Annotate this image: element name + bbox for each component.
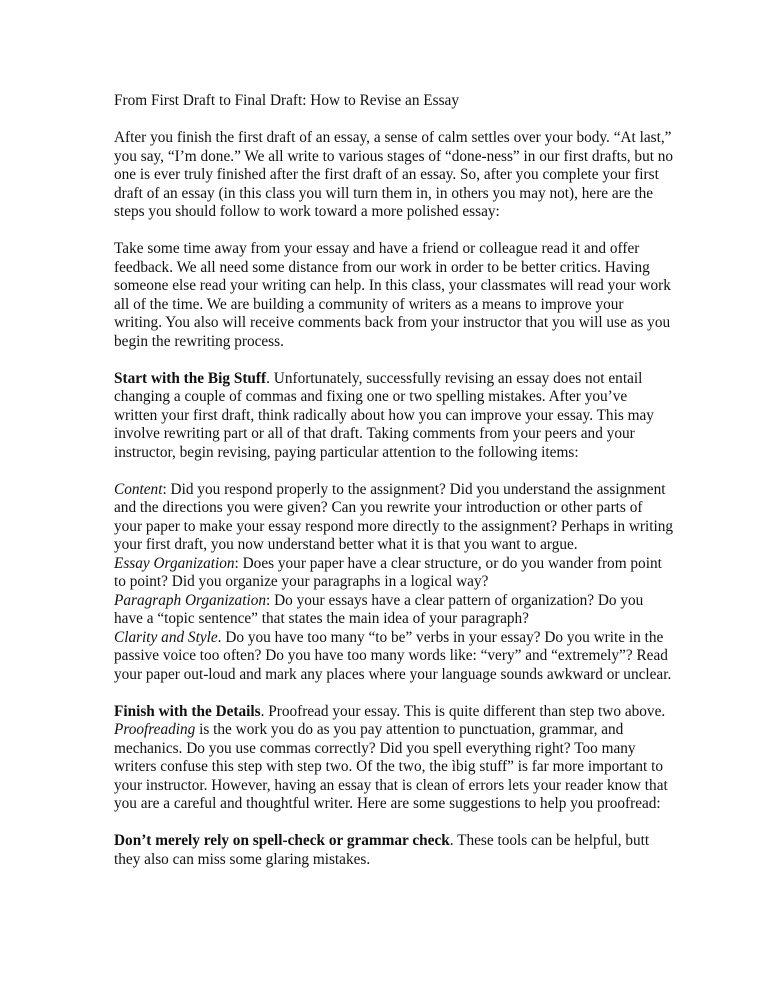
clarity-style-term: Clarity and Style	[114, 628, 218, 646]
spellcheck-paragraph	[114, 832, 674, 869]
spacer	[114, 684, 674, 703]
spacer	[114, 462, 674, 481]
essay-organization-item	[114, 555, 674, 592]
spacer	[114, 222, 674, 241]
details-text-before: . Proofread your essay. This is quite different than step two above.	[260, 702, 666, 720]
clarity-style-text: . Do you have too many “to be” verbs in your essay? Do you write in the passive voice too often? Do you have too many words like: “very” and “extremely”? Read your paper out-loud and mark any places where your language sounds awkward or unclear.	[114, 628, 672, 683]
content-text: : Did you respond properly to the assignment? Did you understand the assignment and the directions you were given? Can you rewrite your introduction or other parts of your paper to make your essay respond more directly to the assignment? Perhaps in writing your first draft, you now understand better what it is that you want to argue.	[114, 480, 674, 553]
clarity-style-item	[114, 629, 674, 685]
essay-organization-text: : Does your paper have a clear structure, or do you wander from point to point? Did you organize your paragraphs in a logical way?	[114, 554, 662, 590]
details-text-after: is the work you do as you pay attention to punctuation, grammar, and mechanics. Do you use commas correctly? Did you spell everything right? Too many writers confuse this step with step two. Of the two, the ìbig stuff” is far more important to your instructor. However, having an essay that is clean of errors lets your reader know that you are a careful and thoughtful writer. Here are some suggestions to help you proofread:	[114, 721, 668, 812]
big-stuff-text: . Unfortunately, successfully revising an essay does not entail changing a couple of commas and fixing one or two spelling mistakes. After you’ve written your first draft, think radically about how you can improve your essay. This may involve rewriting part or all of that draft. Taking comments from your peers and your instructor, begin revising, paying particular attention to the following items:	[114, 369, 654, 461]
big-stuff-paragraph	[114, 370, 674, 463]
intro-paragraph: After you finish the first draft of an essay, a sense of calm settles over your body. “At last,” you say, “I’m done.” We all write to various stages of “done-ness” in our first drafts, but no one is ever truly finished after the first draft of an essay. So, after you complete your first draft of an essay (in this class you will turn them in, in others you may not), here are the steps you should follow to work toward a more polished essay:	[114, 129, 674, 220]
document-title: From First Draft to Final Draft: How to Revise an Essay	[114, 92, 459, 109]
paragraph-organization-text: : Do your essays have a clear pattern of organization? Do you have a “topic sentence” that states the main idea of your paragraph?	[114, 591, 644, 627]
spacer	[114, 111, 674, 130]
details-heading: Finish with the Details	[114, 702, 261, 720]
spellcheck-heading: Don’t merely rely on spell-check or grammar check	[114, 832, 450, 849]
paragraph-organization-item	[114, 592, 674, 629]
proofreading-term: Proofreading	[114, 721, 196, 738]
spellcheck-text: . These tools can be helpful, butt they also can miss some glaring mistakes.	[114, 832, 650, 868]
essay-organization-term: Essay Organization	[114, 554, 235, 572]
details-paragraph	[114, 703, 674, 814]
big-stuff-heading: Start with the Big Stuff	[114, 369, 267, 387]
spacer	[114, 814, 674, 833]
content-term: Content	[114, 480, 163, 498]
content-item	[114, 481, 674, 555]
document-page	[114, 92, 674, 869]
feedback-paragraph: Take some time away from your essay and have a friend or colleague read it and offer feedback. We all need some distance from our work in order to be better critics. Having someone else read your writing can help. In this class, your classmates will read your work all of the time. We are building a community of writers as a means to improve your writing. You also will receive comments back from your instructor that you will use as you begin the rewriting process.	[114, 240, 671, 350]
paragraph-organization-term: Paragraph Organization	[114, 591, 266, 609]
spacer	[114, 351, 674, 370]
